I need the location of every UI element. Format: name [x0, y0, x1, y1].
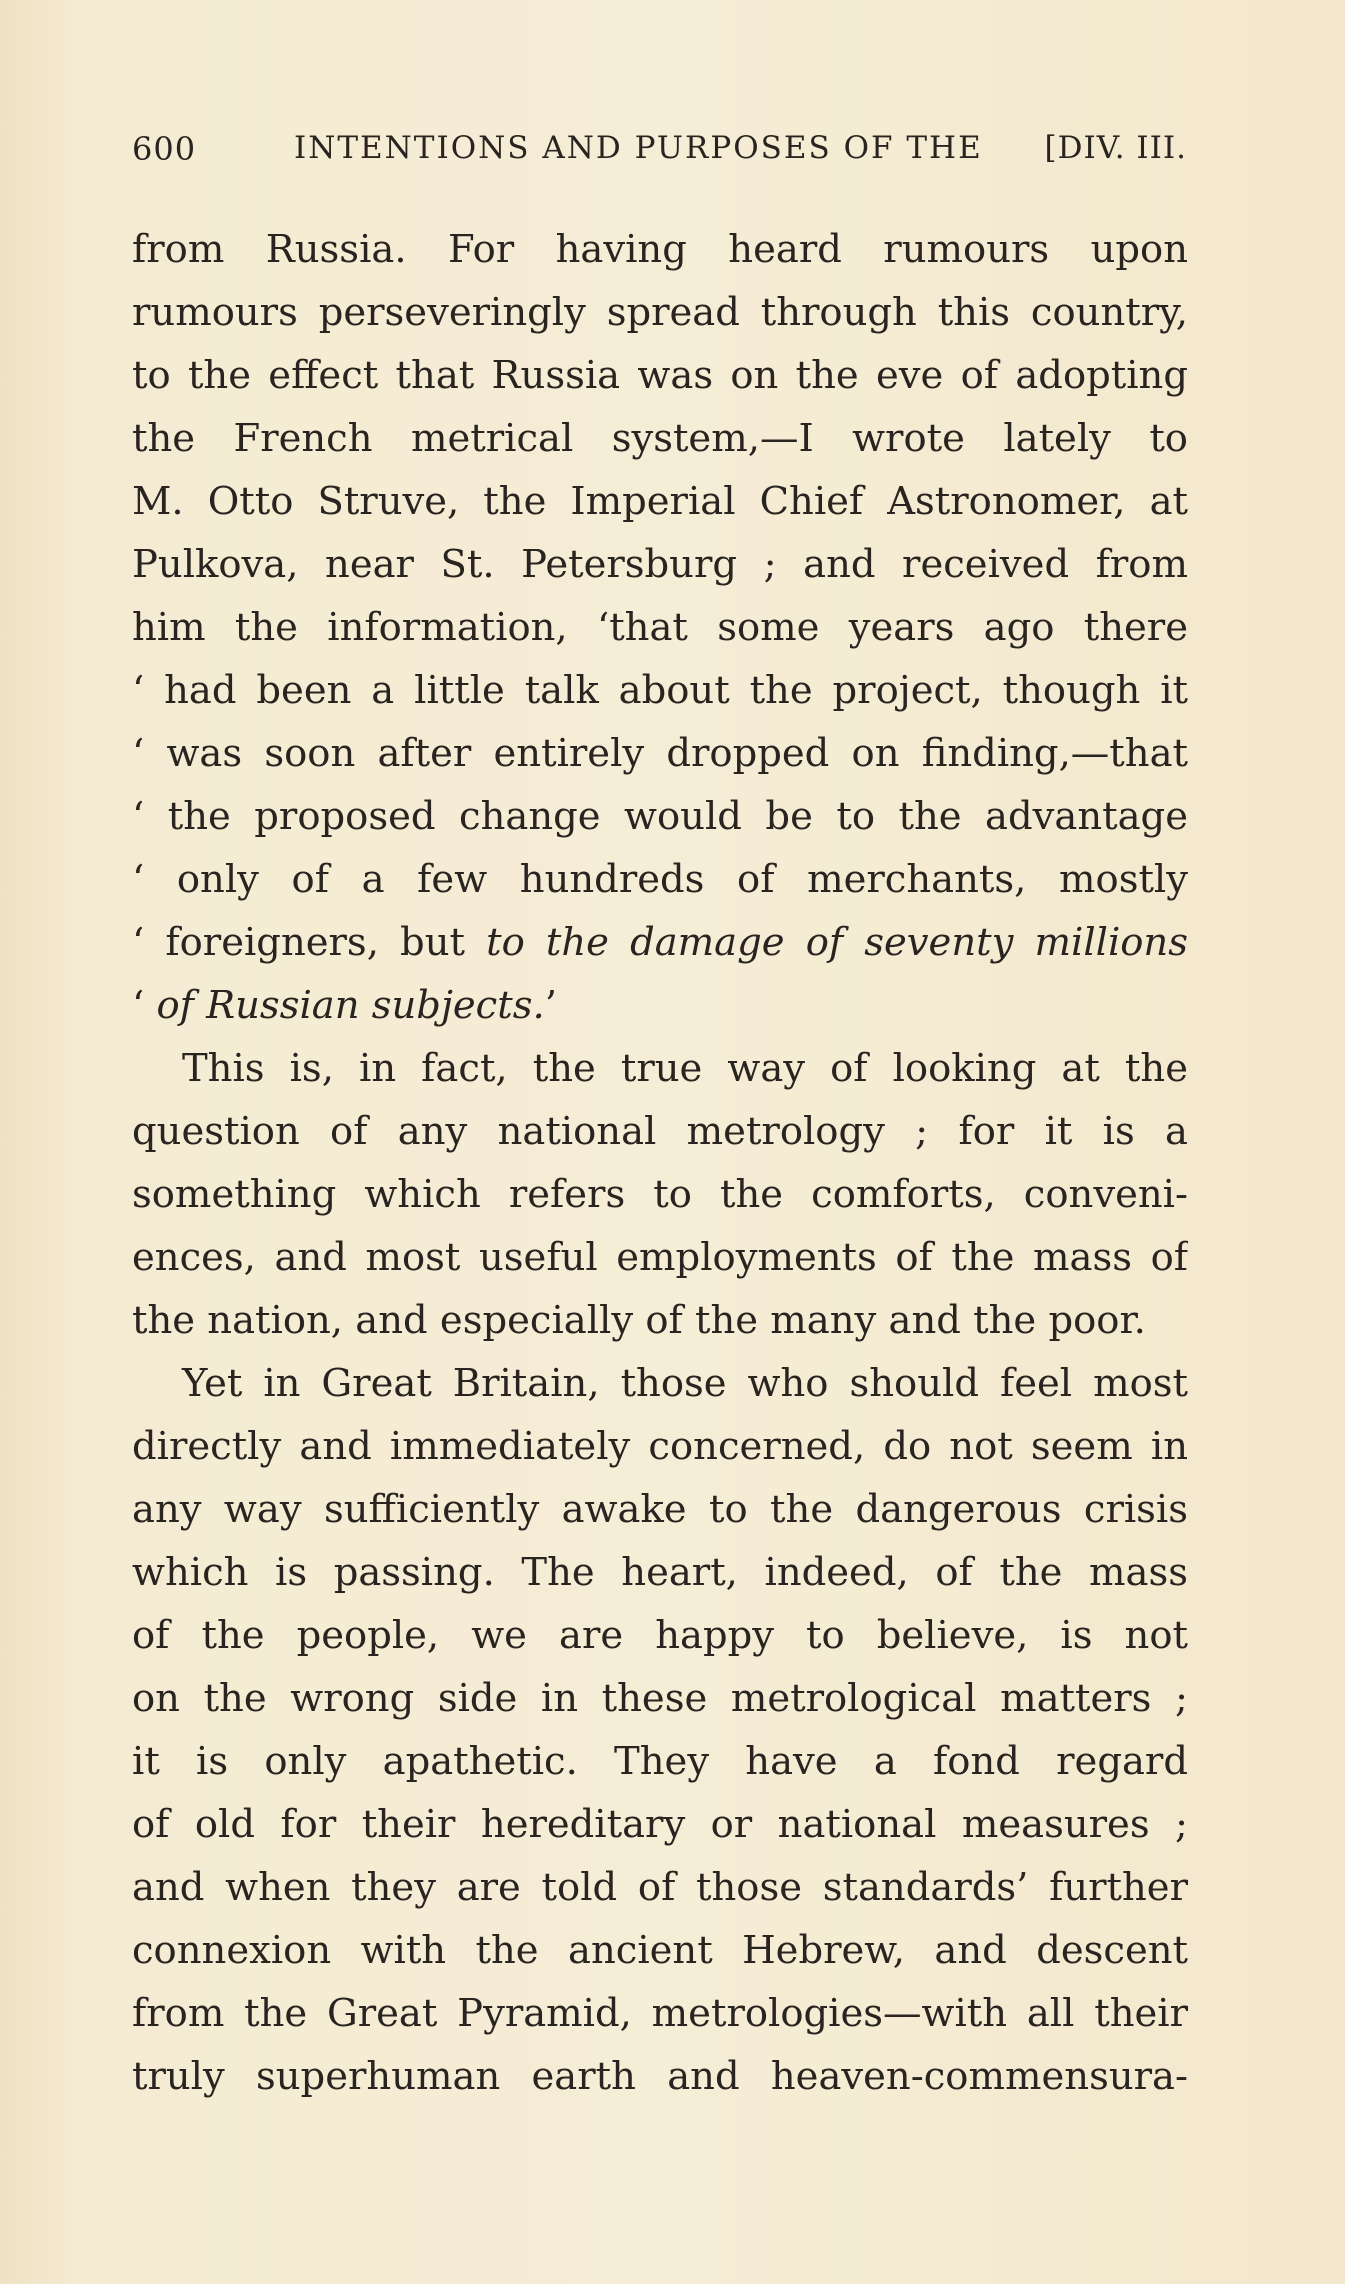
text-segment: ‘: [132, 983, 157, 1028]
text-line: ‘ only of a few hundreds of merchants, mostly: [132, 857, 1188, 902]
text-line: ‘ was soon after entirely dropped on finding,—that: [132, 731, 1188, 776]
text-line-mixed: [132, 974, 1188, 1037]
text-line-mixed: [132, 911, 1188, 974]
text-segment: ’: [544, 983, 557, 1028]
text-line: of old for their hereditary or national measures ;: [132, 1802, 1188, 1847]
text-line: something which refers to the comforts, conveni-: [132, 1172, 1188, 1217]
text-line: which is passing. The heart, indeed, of the mass: [132, 1550, 1188, 1595]
running-title: INTENTIONS AND PURPOSES OF THE: [294, 130, 983, 166]
italic-segment: to the damage of seventy millions: [486, 920, 1188, 965]
paragraph-start: This is, in fact, the true way of looking at the: [182, 1046, 1188, 1091]
text-line: on the wrong side in these metrological matters ;: [132, 1676, 1188, 1721]
text-line: ‘ had been a little talk about the project, though it: [132, 668, 1188, 713]
text-line: from the Great Pyramid, metrologies—with all their: [132, 1991, 1188, 2036]
text-line: the nation, and especially of the many and the poor.: [132, 1298, 1146, 1343]
text-segment: ‘ foreigners, but: [132, 920, 487, 965]
division-label: [DIV. III.: [1044, 130, 1187, 166]
text-line: the French metrical system,—I wrote lately to: [132, 416, 1188, 461]
italic-segment: of Russian subjects.: [156, 983, 545, 1028]
body-text: [132, 218, 1188, 2108]
text-line: to the effect that Russia was on the eve of adopting: [132, 353, 1188, 398]
text-line: ‘ the proposed change would be to the advantage: [132, 794, 1188, 839]
page-header: [132, 130, 1187, 180]
text-line: connexion with the ancient Hebrew, and descent: [132, 1928, 1188, 1973]
text-line: it is only apathetic. They have a fond regard: [132, 1739, 1188, 1784]
text-line: from Russia. For having heard rumours upon: [132, 227, 1188, 272]
page-number: 600: [132, 130, 197, 168]
text-line: him the information, ‘that some years ago there: [132, 605, 1188, 650]
paragraph-start: Yet in Great Britain, those who should feel most: [182, 1361, 1188, 1406]
text-line: and when they are told of those standards’ further: [132, 1865, 1188, 1910]
text-line: ences, and most useful employments of the mass of: [132, 1235, 1188, 1280]
text-line: rumours perseveringly spread through this country,: [132, 290, 1188, 335]
text-line: truly superhuman earth and heaven-commensura-: [132, 2054, 1188, 2099]
text-line: of the people, we are happy to believe, is not: [132, 1613, 1188, 1658]
text-line: any way sufficiently awake to the dangerous crisis: [132, 1487, 1188, 1532]
text-line: directly and immediately concerned, do not seem in: [132, 1424, 1188, 1469]
text-line: M. Otto Struve, the Imperial Chief Astronomer, at: [132, 479, 1188, 524]
text-line: Pulkova, near St. Petersburg ; and received from: [132, 542, 1188, 587]
text-line: question of any national metrology ; for it is a: [132, 1109, 1188, 1154]
